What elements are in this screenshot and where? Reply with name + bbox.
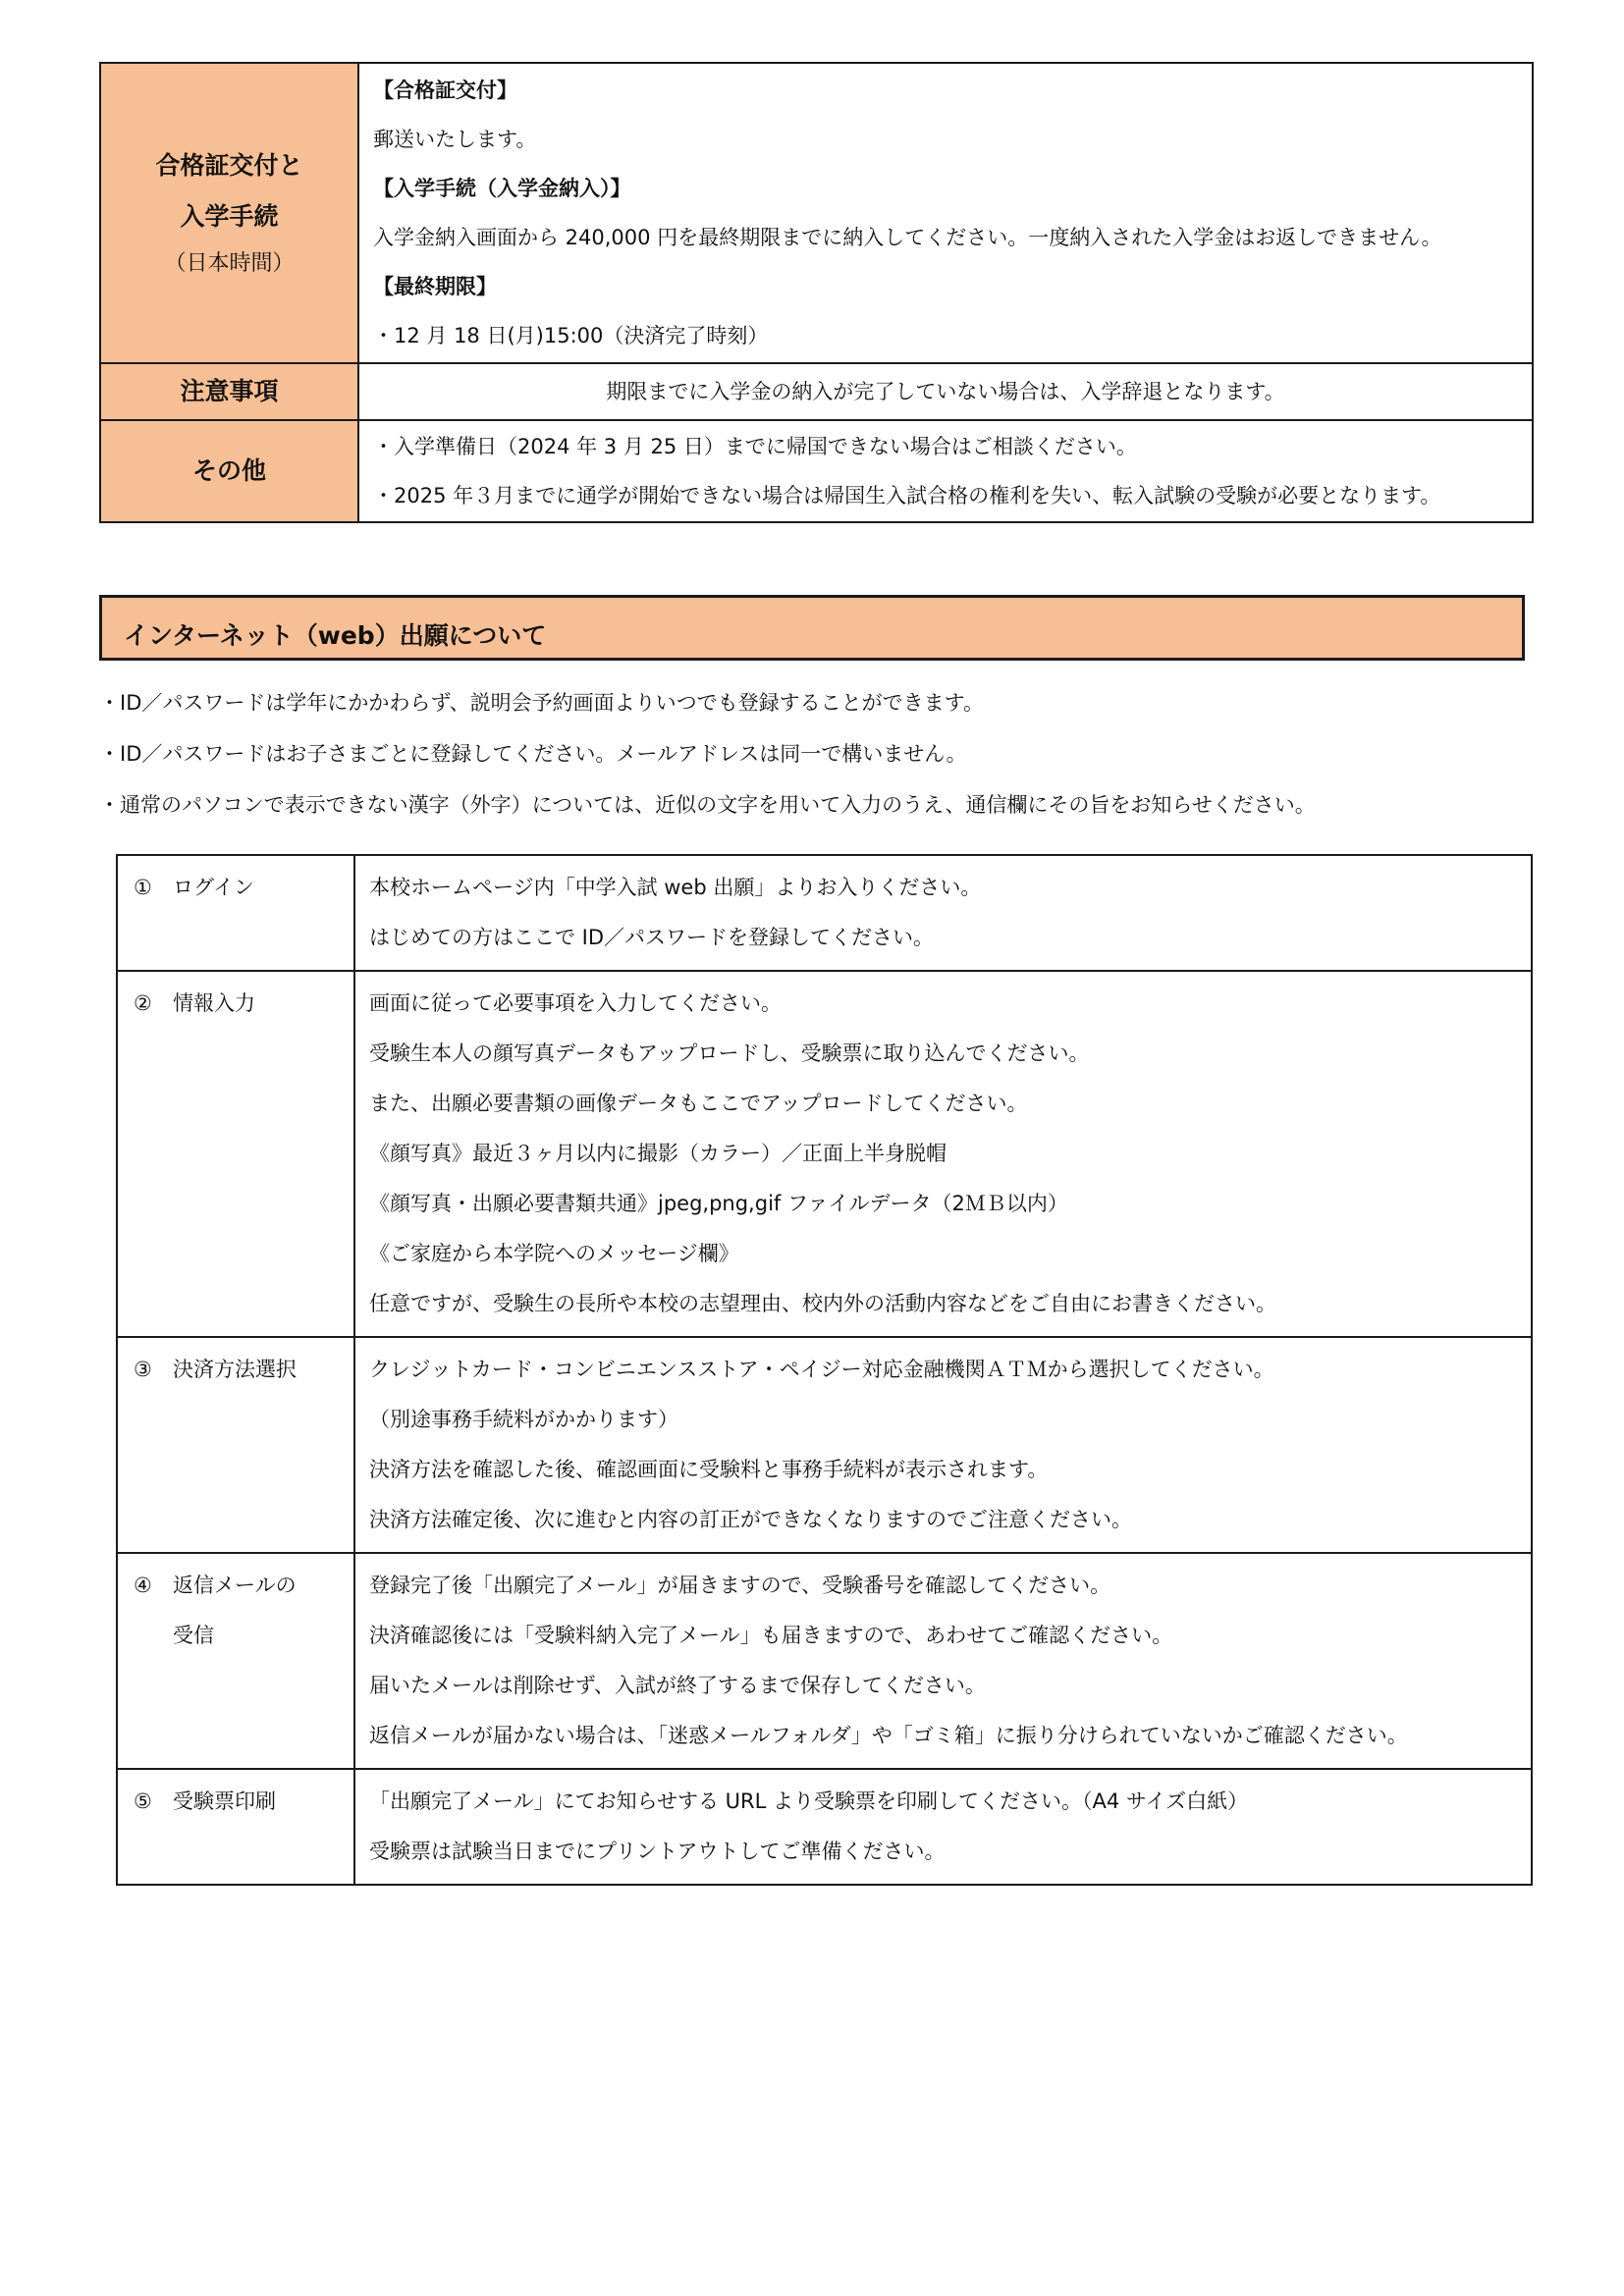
step-line: 画面に従って必要事項を入力してください。 bbox=[369, 991, 782, 1015]
step-line: 《顔写真》最近３ヶ月以内に撮影（カラー）／正面上半身脱帽 bbox=[369, 1142, 947, 1165]
step-row bbox=[117, 971, 1532, 1337]
step-description bbox=[354, 1553, 1532, 1769]
step-row bbox=[117, 1553, 1532, 1769]
step-line: 受験生本人の顔写真データもアップロードし、受験票に取り込んでください。 bbox=[369, 1041, 1090, 1065]
step-line: はじめての方はここで ID／パスワードを登録してください。 bbox=[369, 926, 935, 949]
web-application-heading bbox=[99, 595, 1525, 661]
step-title-continued: 受信 bbox=[173, 1624, 214, 1647]
step-title: 返信メールの bbox=[173, 1574, 297, 1597]
table-row bbox=[100, 363, 1533, 420]
step-line: （別途事務手続料がかかります） bbox=[369, 1408, 678, 1431]
step-description bbox=[354, 971, 1532, 1337]
step-line: 届いたメールは削除せず、入試が終了するまで保存してください。 bbox=[369, 1674, 986, 1697]
step-line: 《顔写真・出願必要書類共通》jpeg,png,gif ファイルデータ（2ＭＢ以内） bbox=[369, 1192, 1068, 1215]
step-line: 本校ホームページ内「中学入試 web 出願」よりお入りください。 bbox=[369, 876, 982, 899]
row-content bbox=[358, 63, 1533, 363]
row-label-line: 合格証交付と bbox=[155, 151, 303, 180]
step-line: 決済方法確定後、次に進むと内容の訂正ができなくなりますのでご注意ください。 bbox=[369, 1508, 1132, 1531]
content-line: ・入学準備日（2024 年 3 月 25 日）までに帰国できない場合はご相談ください。 bbox=[373, 435, 1137, 458]
step-line: 任意ですが、受験生の長所や本校の志望理由、校内外の活動内容などをご自由にお書きください。 bbox=[369, 1292, 1276, 1315]
step-line: 登録完了後「出願完了メール」が届きますので、受験番号を確認してください。 bbox=[369, 1574, 1111, 1597]
step-row bbox=[117, 1769, 1532, 1885]
section-heading: 【入学手続（入学金納入）】 bbox=[373, 177, 631, 200]
web-steps-table bbox=[116, 854, 1533, 1886]
step-label bbox=[117, 971, 354, 1337]
step-number: ④ bbox=[134, 1574, 152, 1597]
note-item: ・通常のパソコンで表示できない漢字（外字）については、近似の文字を用いて入力のうえ、通信欄にその旨をお知らせください。 bbox=[99, 793, 1316, 817]
row-label bbox=[100, 420, 358, 522]
content-line: 入学金納入画面から 240,000 円を最終期限までに納入してください。一度納入された入学金はお返しできません。 bbox=[373, 226, 1442, 249]
step-number: ⑤ bbox=[134, 1789, 152, 1813]
step-line: 決済確認後には「受験料納入完了メール」も届きますので、あわせてご確認ください。 bbox=[369, 1624, 1173, 1647]
step-label bbox=[117, 855, 354, 971]
step-description bbox=[354, 1337, 1532, 1553]
row-label-line: 入学手続 bbox=[180, 202, 279, 231]
step-line: クレジットカード・コンビニエンスストア・ペイジー対応金融機関ＡＴＭから選択してください。 bbox=[369, 1358, 1274, 1381]
row-content bbox=[358, 420, 1533, 522]
web-notes bbox=[99, 677, 1533, 830]
note-item: ・ID／パスワードはお子さまごとに登録してください。メールアドレスは同一で構いません。 bbox=[99, 742, 967, 766]
step-line: 受験票は試験当日までにプリントアウトしてご準備ください。 bbox=[369, 1840, 946, 1863]
content-line: 期限までに入学金の納入が完了していない場合は、入学辞退となります。 bbox=[606, 380, 1285, 403]
content-line: ・2025 年３月までに通学が開始できない場合は帰国生入試合格の権利を失い、転入試験の受験が必要となります。 bbox=[373, 484, 1441, 507]
step-line: 《ご家庭から本学院へのメッセージ欄》 bbox=[369, 1242, 739, 1265]
step-label bbox=[117, 1337, 354, 1553]
section-title: インターネット（web）出願について bbox=[124, 621, 547, 650]
step-row bbox=[117, 855, 1532, 971]
section-heading: 【最終期限】 bbox=[373, 275, 497, 298]
step-label bbox=[117, 1553, 354, 1769]
row-label bbox=[100, 363, 358, 420]
table-row bbox=[100, 63, 1533, 363]
note-item: ・ID／パスワードは学年にかかわらず、説明会予約画面よりいつでも登録することができます。 bbox=[99, 691, 984, 715]
step-line: 「出願完了メール」にてお知らせする URL より受験票を印刷してください。（A4 サイズ白紙） bbox=[369, 1789, 1249, 1813]
step-title: 決済方法選択 bbox=[173, 1358, 297, 1381]
step-label bbox=[117, 1769, 354, 1885]
step-title: 受験票印刷 bbox=[173, 1789, 276, 1813]
content-line: 郵送いたします。 bbox=[373, 128, 537, 151]
table-row bbox=[100, 420, 1533, 522]
step-description bbox=[354, 855, 1532, 971]
step-number: ② bbox=[134, 991, 152, 1015]
row-label bbox=[100, 63, 358, 363]
row-label-line: 注意事項 bbox=[180, 377, 279, 405]
row-label-sub: （日本時間） bbox=[164, 251, 295, 276]
step-number: ① bbox=[134, 876, 152, 899]
step-number: ③ bbox=[134, 1358, 152, 1381]
step-line: また、出願必要書類の画像データもここでアップロードしてください。 bbox=[369, 1092, 1028, 1115]
step-line: 返信メールが届かない場合は、「迷惑メールフォルダ」や「ゴミ箱」に振り分けられていないかご確認ください。 bbox=[369, 1724, 1408, 1747]
step-title: 情報入力 bbox=[173, 991, 255, 1015]
row-label-line: その他 bbox=[191, 456, 266, 485]
step-row bbox=[117, 1337, 1532, 1553]
row-content bbox=[358, 363, 1533, 420]
step-title: ログイン bbox=[173, 876, 254, 899]
step-description bbox=[354, 1769, 1532, 1885]
content-line: ・12 月 18 日(月)15:00（決済完了時刻） bbox=[373, 324, 769, 347]
section-heading: 【合格証交付】 bbox=[373, 79, 517, 102]
step-line: 決済方法を確認した後、確認画面に受験料と事務手続料が表示されます。 bbox=[369, 1458, 1049, 1481]
admission-table bbox=[99, 62, 1534, 523]
